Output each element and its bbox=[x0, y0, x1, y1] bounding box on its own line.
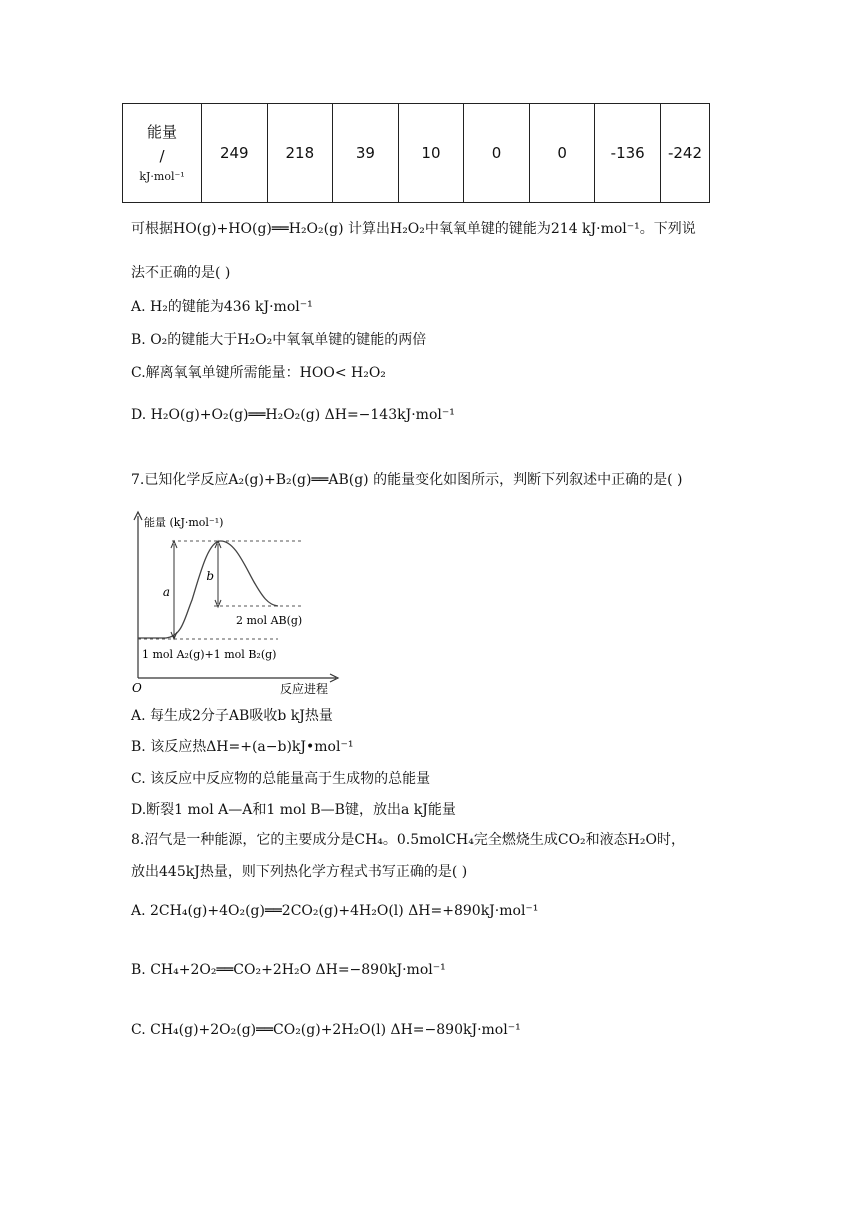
x-axis-label: 反应进程 bbox=[280, 682, 329, 696]
header-line: 能量 bbox=[146, 123, 177, 142]
q7-option-c: C. 该反应中反应物的总能量高于生成物的总能量 bbox=[131, 771, 431, 787]
energy-table bbox=[122, 103, 710, 203]
origin-label: O bbox=[132, 681, 142, 695]
table-cell: 218 bbox=[267, 104, 333, 203]
table-cell: 39 bbox=[333, 104, 399, 203]
table-cell: -242 bbox=[661, 104, 710, 203]
q6-option-d: D. H₂O(g)+O₂(g)══H₂O₂(g) ΔH=−143kJ·mol⁻¹ bbox=[131, 407, 455, 423]
reactant-label: 1 mol A₂(g)+1 mol B₂(g) bbox=[142, 648, 277, 661]
table-cell: 249 bbox=[202, 104, 268, 203]
q6-stem-line-2: 法不正确的是( ) bbox=[131, 265, 231, 281]
energy-profile-diagram bbox=[128, 510, 343, 696]
q7-option-b: B. 该反应热ΔH=+(a−b)kJ•mol⁻¹ bbox=[131, 739, 354, 755]
q8-stem-line-2: 放出445kJ热量，则下列热化学方程式书写正确的是( ) bbox=[131, 864, 468, 880]
q6-stem-line-1: 可根据HO(g)+HO(g)══H₂O₂(g) 计算出H₂O₂中氧氧单键的键能为214 kJ·mol⁻¹。下列说 bbox=[131, 221, 696, 237]
table-cell: 0 bbox=[529, 104, 595, 203]
table-cell: -136 bbox=[595, 104, 661, 203]
q8-stem-line-1: 8.沼气是一种能源，它的主要成分是CH₄。0.5molCH₄完全燃烧生成CO₂和液态H₂O时， bbox=[131, 832, 685, 848]
q6-option-c: C.解离氧氧单键所需能量：HOO< H₂O₂ bbox=[131, 365, 386, 381]
q7-stem: 7.已知化学反应A₂(g)+B₂(g)══AB(g) 的能量变化如图所示，判断下列叙述中正确的是( ) bbox=[131, 472, 683, 488]
header-line: / bbox=[159, 147, 165, 166]
y-axis-label: 能量 (kJ·mol⁻¹) bbox=[144, 516, 224, 529]
label-b: b bbox=[206, 569, 214, 583]
q8-option-b: B. CH₄+2O₂══CO₂+2H₂O ΔH=−890kJ·mol⁻¹ bbox=[131, 962, 446, 978]
table-row bbox=[123, 104, 710, 203]
q7-option-d: D.断裂1 mol A—A和1 mol B—B键，放出a kJ能量 bbox=[131, 802, 456, 818]
q7-option-a: A. 每生成2分子AB吸收b kJ热量 bbox=[131, 708, 333, 724]
table-header-cell bbox=[123, 104, 202, 203]
table-cell: 10 bbox=[398, 104, 464, 203]
q6-option-b: B. O₂的键能大于H₂O₂中氧氧单键的键能的两倍 bbox=[131, 332, 427, 348]
header-unit: kJ·mol⁻¹ bbox=[139, 170, 185, 184]
product-label: 2 mol AB(g) bbox=[236, 614, 303, 627]
q8-option-a: A. 2CH₄(g)+4O₂(g)══2CO₂(g)+4H₂O(l) ΔH=+890kJ·mol⁻¹ bbox=[131, 903, 539, 919]
q6-option-a: A. H₂的键能为436 kJ·mol⁻¹ bbox=[131, 299, 313, 315]
label-a: a bbox=[162, 585, 170, 599]
table-cell: 0 bbox=[464, 104, 530, 203]
q8-option-c: C. CH₄(g)+2O₂(g)══CO₂(g)+2H₂O(l) ΔH=−890kJ·mol⁻¹ bbox=[131, 1022, 521, 1038]
